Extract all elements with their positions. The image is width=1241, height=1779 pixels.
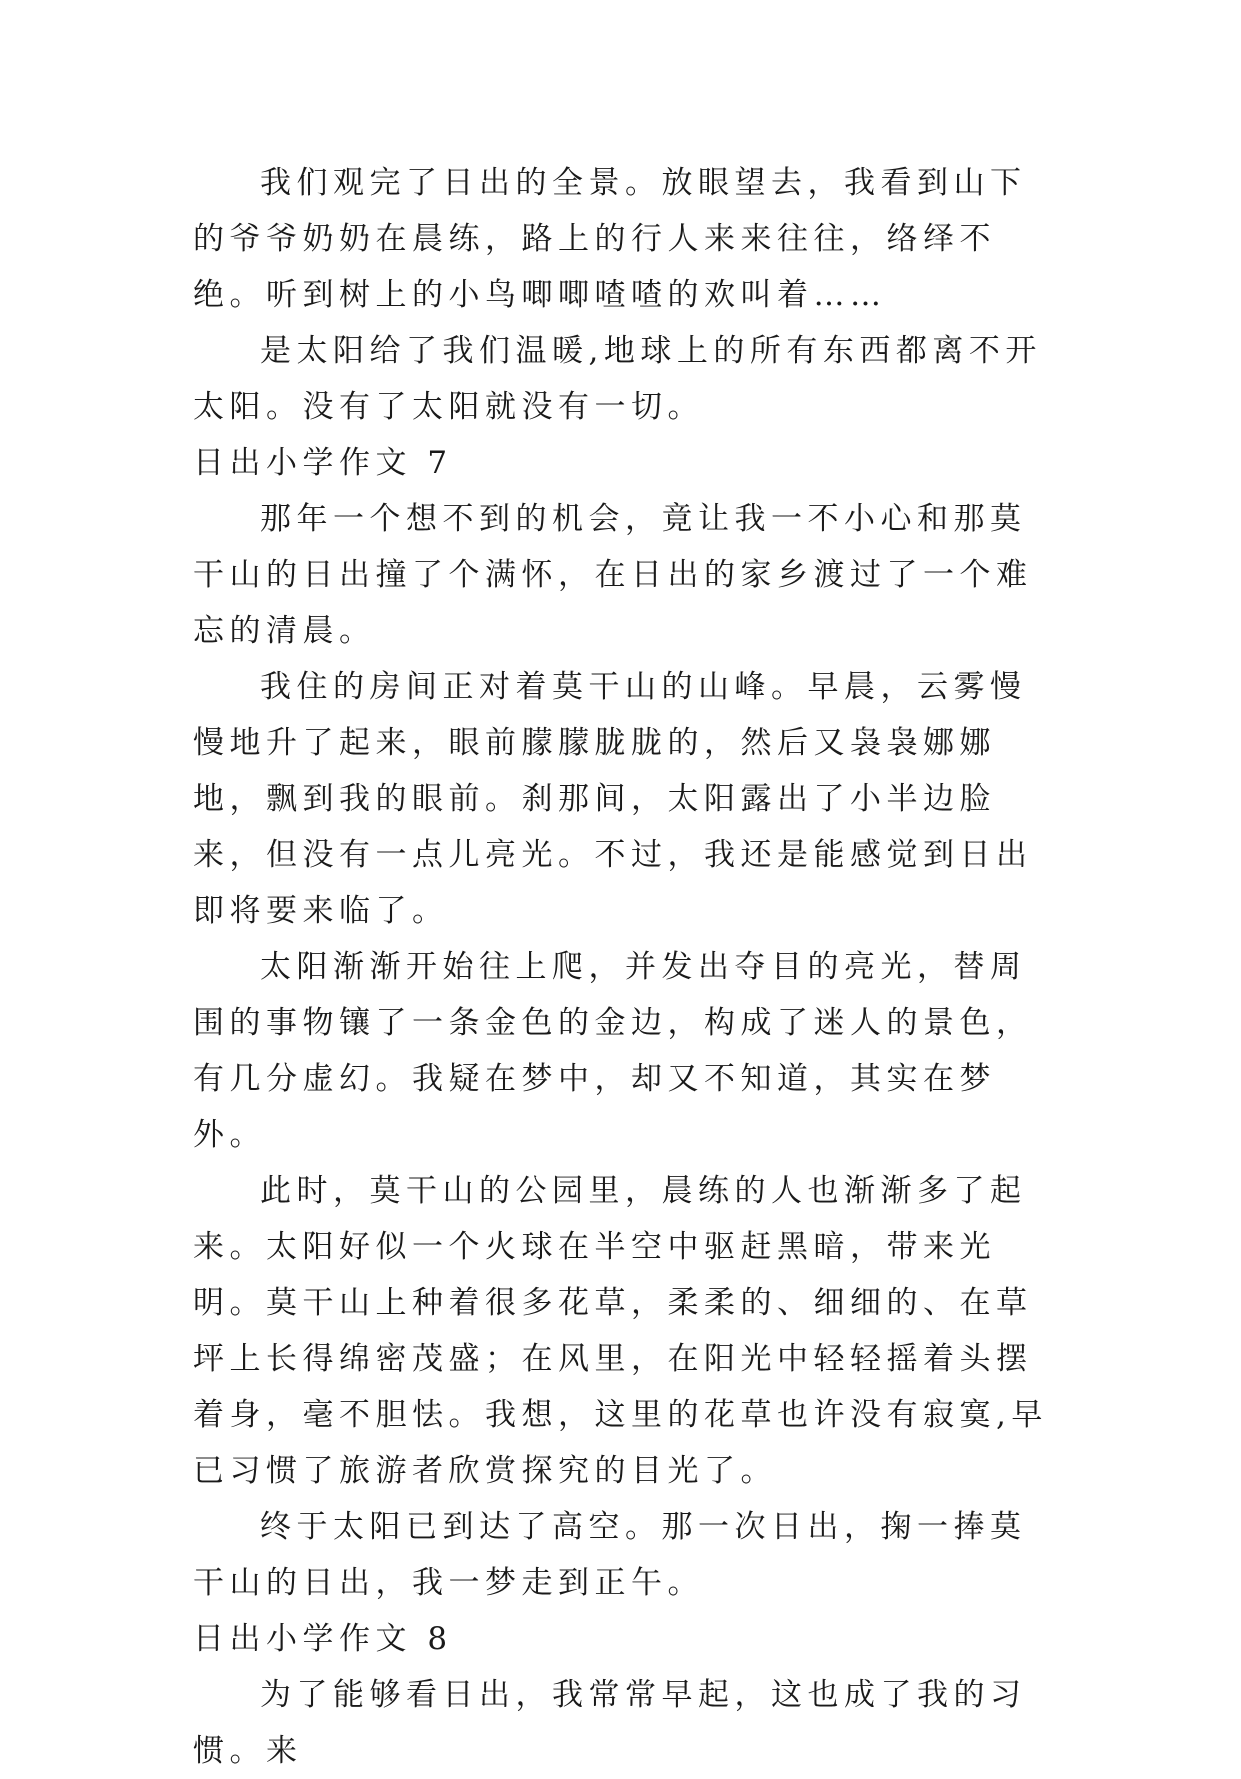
paragraph: 此时，莫干山的公园里，晨练的人也渐渐多了起来。太阳好似一个火球在半空中驱赶黑暗，带来光明。莫干山上种着很多花草，柔柔的、细细的、在草坪上长得绵密茂盛；在风里，在阳光中轻轻摇着头摆着身，毫不胆怯。我想，这里的花草也许没有寂寞,早已习惯了旅游者欣赏探究的目光了。 (193, 1173, 1048, 1489)
section-heading: 日出小学作文 8 (193, 1621, 453, 1657)
section-heading: 日出小学作文 7 (193, 445, 453, 481)
document-body (193, 155, 1053, 1779)
paragraph: 我们观完了日出的全景。放眼望去，我看到山下的爷爷奶奶在晨练，路上的行人来来往往，络绎不绝。听到树上的小鸟唧唧喳喳的欢叫着…… (193, 165, 1027, 313)
paragraph: 太阳渐渐开始往上爬，并发出夺目的亮光，替周围的事物镶了一条金色的金边，构成了迷人的景色，有几分虚幻。我疑在梦中，却又不知道，其实在梦外。 (193, 949, 1033, 1153)
paragraph: 我住的房间正对着莫干山的山峰。早晨，云雾慢慢地升了起来，眼前朦朦胧胧的，然后又袅袅娜娜地，飘到我的眼前。刹那间，太阳露出了小半边脸来，但没有一点儿亮光。不过，我还是能感觉到日出即将要来临了。 (193, 669, 1033, 929)
paragraph: 那年一个想不到的机会，竟让我一不小心和那莫干山的日出撞了个满怀，在日出的家乡渡过了一个难忘的清晨。 (193, 501, 1033, 649)
paragraph: 为了能够看日出，我常常早起，这也成了我的习惯。来 (193, 1677, 1027, 1769)
paragraph: 终于太阳已到达了高空。那一次日出，掬一捧莫干山的日出，我一梦走到正午。 (193, 1509, 1027, 1601)
paragraph: 是太阳给了我们温暖,地球上的所有东西都离不开太阳。没有了太阳就没有一切。 (193, 333, 1042, 425)
